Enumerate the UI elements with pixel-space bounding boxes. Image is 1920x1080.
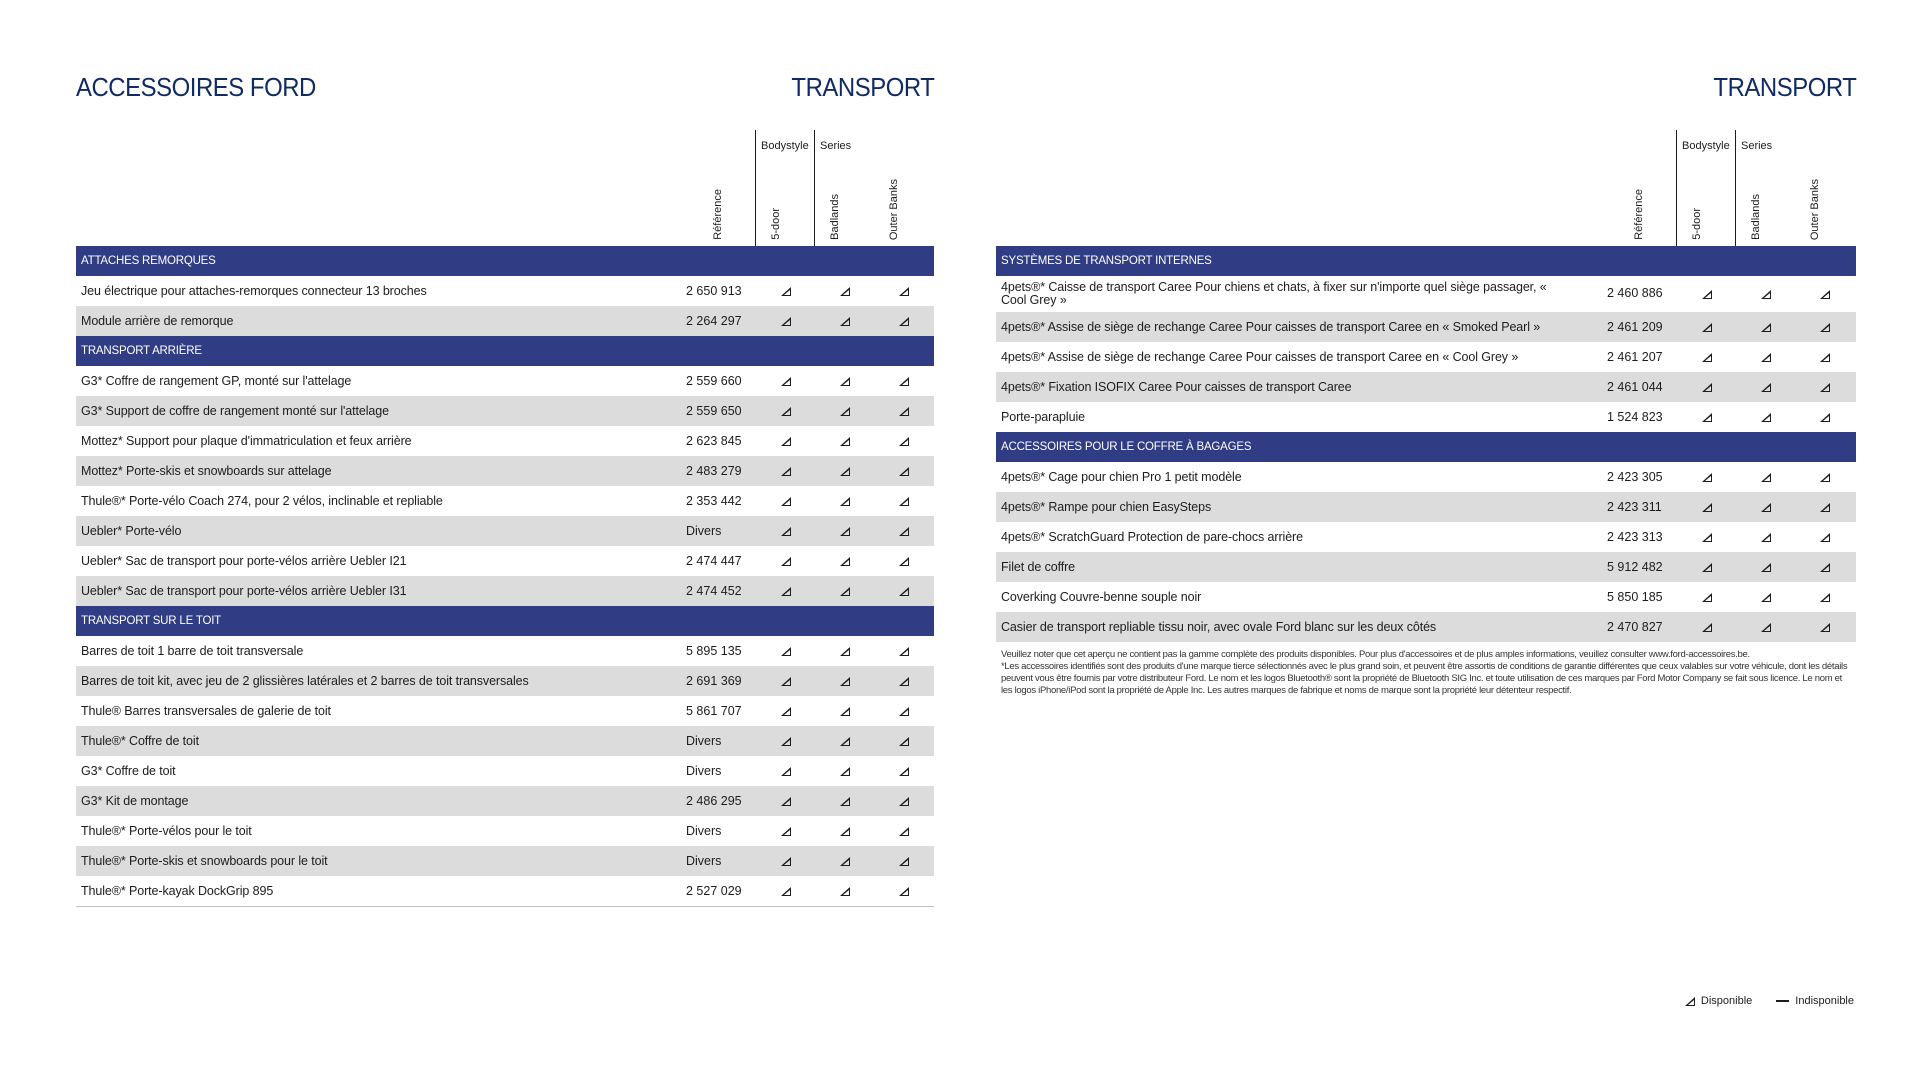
available-triangle-icon [778, 306, 794, 336]
accessory-reference: 2 483 279 [686, 464, 742, 478]
available-triangle-icon [837, 576, 853, 606]
available-triangle-icon [837, 306, 853, 336]
legend [1685, 995, 1854, 1007]
available-triangle-icon [837, 846, 853, 876]
available-triangle-icon [837, 696, 853, 726]
accessory-reference: 2 353 442 [686, 494, 742, 508]
accessory-name: G3* Coffre de toit [81, 764, 176, 778]
accessory-name: Uebler* Sac de transport pour porte-vélos arrière Uebler I21 [81, 554, 407, 568]
accessory-name: G3* Coffre de rangement GP, monté sur l'attelage [81, 374, 352, 388]
available-triangle-icon [896, 666, 912, 696]
accessory-reference: 2 423 311 [1607, 500, 1662, 514]
table-row [76, 696, 934, 726]
available-triangle-icon [778, 396, 794, 426]
accessory-reference: 5 912 482 [1607, 560, 1663, 574]
available-triangle-icon [1758, 342, 1774, 372]
available-triangle-icon [1699, 342, 1715, 372]
footnote [996, 649, 1851, 697]
table-row [76, 426, 934, 456]
accessory-reference: Divers [686, 824, 722, 838]
available-triangle-icon [837, 546, 853, 576]
available-triangle-icon [1699, 402, 1715, 432]
table-row [76, 576, 934, 606]
table-row [76, 546, 934, 576]
table-bottom-rule [76, 906, 934, 907]
accessory-reference: 2 264 297 [686, 314, 742, 328]
available-triangle-icon [1758, 287, 1774, 300]
available-triangle-icon [1817, 372, 1833, 402]
accessory-name: 4pets®* Cage pour chien Pro 1 petit modèle [1001, 470, 1242, 484]
available-triangle-icon [1699, 612, 1715, 642]
available-triangle-icon [1758, 552, 1774, 582]
available-triangle-icon [837, 516, 853, 546]
accessory-reference: 2 460 886 [1607, 286, 1663, 300]
accessory-reference: Divers [686, 734, 722, 748]
available-triangle-icon [1758, 522, 1774, 552]
left-table [76, 130, 934, 907]
accessory-reference: 2 650 913 [686, 284, 742, 298]
available-triangle-icon [896, 366, 912, 396]
accessory-reference: 2 691 369 [686, 674, 742, 688]
available-triangle-icon [1699, 287, 1715, 300]
available-triangle-icon [778, 816, 794, 846]
table-row [76, 636, 934, 666]
table-row [76, 366, 934, 396]
available-triangle-icon [1817, 522, 1833, 552]
column-divider [1735, 130, 1736, 246]
column-divider [1676, 130, 1677, 246]
accessory-name: Mottez* Support pour plaque d'immatriculation et feux arrière [81, 434, 412, 448]
available-triangle-icon [778, 786, 794, 816]
available-triangle-icon [1817, 402, 1833, 432]
available-triangle-icon [778, 696, 794, 726]
available-triangle-icon [837, 666, 853, 696]
available-triangle-icon [778, 636, 794, 666]
available-triangle-icon [896, 786, 912, 816]
available-triangle-icon [1817, 312, 1833, 342]
available-triangle-icon [778, 426, 794, 456]
table-row [76, 876, 934, 906]
accessory-reference: Divers [686, 764, 722, 778]
column-divider [755, 130, 756, 246]
available-triangle-icon [778, 666, 794, 696]
available-triangle-icon [1699, 312, 1715, 342]
table-row [76, 456, 934, 486]
accessory-name: Thule®* Porte-vélos pour le toit [81, 824, 252, 838]
accessory-reference: 2 470 827 [1607, 620, 1663, 634]
accessory-reference: 2 474 452 [686, 584, 742, 598]
accessory-name: Thule®* Coffre de toit [81, 734, 199, 748]
accessory-name: Barres de toit 1 barre de toit transversale [81, 644, 304, 658]
accessory-name: 4pets®* Assise de siège de rechange Caree Pour caisses de transport Caree en « Cool Grey » [1001, 350, 1519, 364]
accessory-reference: 5 895 135 [686, 644, 742, 658]
available-triangle-icon [778, 756, 794, 786]
available-triangle-icon [1758, 582, 1774, 612]
accessory-name: G3* Kit de montage [81, 794, 189, 808]
table-row [76, 726, 934, 756]
available-triangle-icon [1758, 462, 1774, 492]
available-triangle-icon [1758, 612, 1774, 642]
accessory-name: Uebler* Porte-vélo [81, 524, 182, 538]
five-door-column-label: 5-door [770, 208, 782, 240]
available-triangle-icon [896, 306, 912, 336]
column-divider [814, 130, 815, 246]
table-row [76, 516, 934, 546]
table-row [76, 666, 934, 696]
available-triangle-icon [837, 786, 853, 816]
available-triangle-icon [896, 516, 912, 546]
available-triangle-icon [778, 276, 794, 306]
accessory-reference: 1 524 823 [1607, 410, 1663, 424]
outer-banks-column-label: Outer Banks [1809, 178, 1821, 240]
available-triangle-icon [1758, 372, 1774, 402]
accessory-name: Barres de toit kit, avec jeu de 2 glissières latérales et 2 barres de toit transversales [81, 674, 529, 688]
reference-column-label: Référence [1633, 189, 1645, 240]
available-triangle-icon [1699, 552, 1715, 582]
available-triangle-icon [896, 846, 912, 876]
available-triangle-icon [837, 276, 853, 306]
accessory-name: 4pets®* Assise de siège de rechange Caree Pour caisses de transport Caree en « Smoked Pearl » [1001, 320, 1541, 334]
available-triangle-icon [1699, 462, 1715, 492]
available-triangle-icon [896, 396, 912, 426]
accessory-reference: 2 461 209 [1607, 320, 1663, 334]
accessory-name: 4pets®* ScratchGuard Protection de pare-chocs arrière [1001, 530, 1303, 544]
table-row [996, 402, 1856, 432]
available-triangle-icon [778, 876, 794, 906]
table-row [996, 276, 1856, 312]
accessory-name: Thule® Barres transversales de galerie de toit [81, 704, 331, 718]
accessory-reference: 2 623 845 [686, 434, 742, 448]
table-row [76, 396, 934, 426]
section-header: TRANSPORT ARRIÈRE [76, 336, 934, 366]
series-group-label: Series [1741, 140, 1773, 152]
right-section-title: TRANSPORT [1713, 72, 1856, 102]
accessory-reference: 2 423 313 [1607, 530, 1663, 544]
accessory-name: Uebler* Sac de transport pour porte-vélos arrière Uebler I31 [81, 584, 407, 598]
available-triangle-icon [1817, 342, 1833, 372]
table-row [76, 486, 934, 516]
accessory-name: Thule®* Porte-vélo Coach 274, pour 2 vélos, inclinable et repliable [81, 494, 443, 508]
badlands-column-label: Badlands [829, 194, 841, 240]
right-column-header [996, 130, 1856, 246]
available-triangle-icon [1817, 492, 1833, 522]
table-row [76, 306, 934, 336]
reference-column-label: Référence [712, 189, 724, 240]
accessory-name: Porte-parapluie [1001, 410, 1085, 424]
available-triangle-icon [896, 546, 912, 576]
available-triangle-icon [1817, 287, 1833, 300]
table-row [76, 816, 934, 846]
available-triangle-icon [778, 516, 794, 546]
available-triangle-icon [778, 546, 794, 576]
table-row [996, 612, 1856, 642]
table-row [996, 522, 1856, 552]
series-group-label: Series [820, 140, 852, 152]
available-triangle-icon [896, 276, 912, 306]
available-triangle-icon [837, 456, 853, 486]
available-triangle-icon [1758, 492, 1774, 522]
footnote-availability: Veuillez noter que cet aperçu ne contient pas la gamme complète des produits disponibles. Pour plus d'accessoires et de plus amples informations, veuillez consulter www.ford-accessoires.be. [1001, 649, 1750, 660]
available-triangle-icon [1699, 372, 1715, 402]
accessory-reference: 2 474 447 [686, 554, 742, 568]
accessory-reference: 5 850 185 [1607, 590, 1663, 604]
section-header: ACCESSOIRES POUR LE COFFRE À BAGAGES [996, 432, 1856, 462]
unavailable-dash-icon [1776, 1000, 1789, 1002]
left-section-title: TRANSPORT [791, 72, 934, 102]
available-triangle-icon [837, 426, 853, 456]
accessory-name: Casier de transport repliable tissu noir, avec ovale Ford blanc sur les deux côtés [1001, 620, 1437, 634]
right-table-body [996, 246, 1856, 642]
table-row [996, 492, 1856, 522]
available-triangle-icon [896, 576, 912, 606]
accessory-name: G3* Support de coffre de rangement monté sur l'attelage [81, 404, 389, 418]
accessory-reference: 2 527 029 [686, 884, 742, 898]
section-header: SYSTÈMES DE TRANSPORT INTERNES [996, 246, 1856, 276]
accessory-reference: 2 559 650 [686, 404, 742, 418]
available-triangle-icon [837, 756, 853, 786]
table-row [996, 582, 1856, 612]
section-header: ATTACHES REMORQUES [76, 246, 934, 276]
available-triangle-icon [896, 456, 912, 486]
available-triangle-icon [896, 696, 912, 726]
accessory-name: 4pets®* Rampe pour chien EasySteps [1001, 500, 1212, 514]
accessory-name: Filet de coffre [1001, 560, 1076, 574]
available-triangle-icon [837, 486, 853, 516]
accessory-name: 4pets®* Fixation ISOFIX Caree Pour caisses de transport Caree [1001, 380, 1352, 394]
accessory-reference: Divers [686, 854, 722, 868]
left-table-body [76, 246, 934, 906]
available-triangle-icon [1817, 462, 1833, 492]
table-row [76, 276, 934, 306]
legend-unavailable-label: Indisponible [1795, 995, 1854, 1007]
available-triangle-icon [1817, 552, 1833, 582]
accessory-name: 4pets®* Caisse de transport Caree Pour chiens et chats, à fixer sur n'importe quel siège passager, « Cool Grey » [1001, 280, 1547, 307]
table-row [996, 342, 1856, 372]
table-row [76, 846, 934, 876]
available-triangle-icon [837, 396, 853, 426]
available-triangle-icon [1758, 402, 1774, 432]
table-row [996, 372, 1856, 402]
section-header: TRANSPORT SUR LE TOIT [76, 606, 934, 636]
badlands-column-label: Badlands [1750, 194, 1762, 240]
available-triangle-icon [896, 486, 912, 516]
available-triangle-icon [896, 636, 912, 666]
accessory-reference: 2 486 295 [686, 794, 742, 808]
available-triangle-icon [778, 366, 794, 396]
available-triangle-icon [778, 486, 794, 516]
available-triangle-icon [896, 426, 912, 456]
accessory-name: Thule®* Porte-kayak DockGrip 895 [81, 884, 274, 898]
available-triangle-icon [837, 366, 853, 396]
table-row [76, 756, 934, 786]
table-bottom-spacer [996, 642, 1856, 643]
available-triangle-icon [837, 816, 853, 846]
available-triangle-icon [778, 846, 794, 876]
legend-available-label: Disponible [1700, 995, 1753, 1007]
available-triangle-icon [778, 576, 794, 606]
accessory-reference: 5 861 707 [686, 704, 742, 718]
accessory-reference: 2 559 660 [686, 374, 742, 388]
right-table [996, 130, 1856, 697]
left-column-header [76, 130, 934, 246]
available-triangle-icon [837, 636, 853, 666]
accessory-reference: 2 423 305 [1607, 470, 1663, 484]
bodystyle-group-label: Bodystyle [1682, 140, 1730, 152]
accessory-name: Coverking Couvre-benne souple noir [1001, 590, 1202, 604]
available-triangle-icon [1758, 312, 1774, 342]
accessory-name: Jeu électrique pour attaches-remorques connecteur 13 broches [81, 284, 427, 298]
available-triangle-icon [1817, 612, 1833, 642]
table-row [996, 552, 1856, 582]
brand-title: ACCESSOIRES FORD [76, 72, 316, 102]
available-triangle-icon [837, 726, 853, 756]
available-triangle-icon [1685, 997, 1695, 1006]
outer-banks-column-label: Outer Banks [888, 178, 900, 240]
bodystyle-group-label: Bodystyle [761, 140, 809, 152]
available-triangle-icon [778, 456, 794, 486]
accessory-reference: 2 461 044 [1607, 380, 1663, 394]
accessory-name: Thule®* Porte-skis et snowboards pour le toit [81, 854, 328, 868]
accessory-name: Mottez* Porte-skis et snowboards sur attelage [81, 464, 332, 478]
available-triangle-icon [1699, 582, 1715, 612]
available-triangle-icon [778, 726, 794, 756]
table-row [996, 312, 1856, 342]
accessory-reference: 2 461 207 [1607, 350, 1663, 364]
available-triangle-icon [1699, 492, 1715, 522]
available-triangle-icon [1699, 522, 1715, 552]
table-row [76, 786, 934, 816]
accessory-reference: Divers [686, 524, 722, 538]
accessory-name: Module arrière de remorque [81, 314, 234, 328]
available-triangle-icon [896, 726, 912, 756]
available-triangle-icon [896, 876, 912, 906]
available-triangle-icon [837, 876, 853, 906]
available-triangle-icon [896, 816, 912, 846]
table-row [996, 462, 1856, 492]
available-triangle-icon [896, 756, 912, 786]
footnote-disclaimer: *Les accessoires identifiés sont des produits d'une marque tierce sélectionnés avec le plus grand soin, et peuvent être assortis de conditions de garantie différentes que ceux valables sur votre véhicule, dont les détails peuvent vous être fournis par votre distributeur Ford. Le nom et les logos Bluetooth® sont la propriété de Bluetooth SIG Inc. et toute utilisation de ces marques par Ford Motor Company se fait sous licence. Le nom et les logos iPhone/iPod sont la propriété de Apple Inc. Les autres marques de fabrique et noms de marque sont la propriété leur détenteur respectif. [1001, 661, 1848, 696]
available-triangle-icon [1817, 582, 1833, 612]
five-door-column-label: 5-door [1691, 208, 1703, 240]
